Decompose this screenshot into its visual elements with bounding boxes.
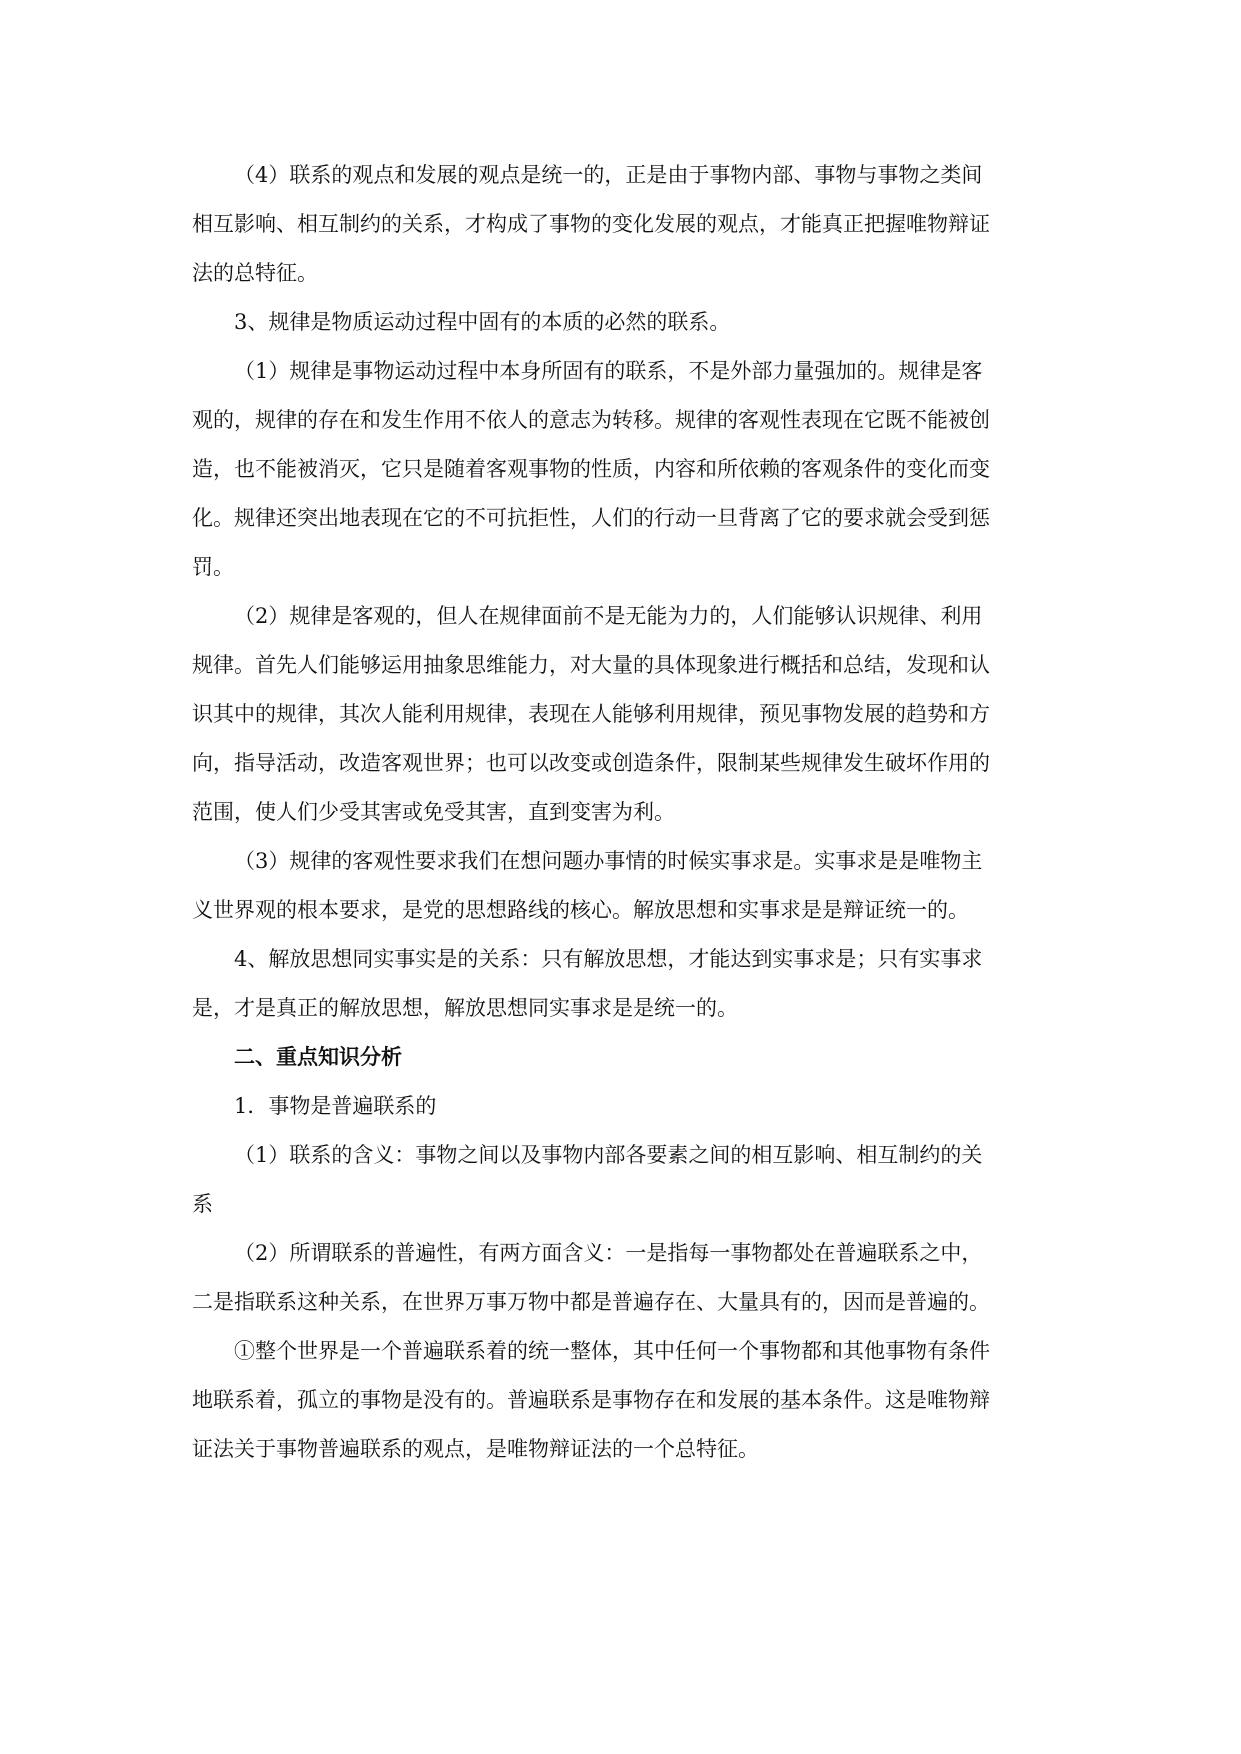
text-line: 系 <box>192 1192 213 1216</box>
document-body <box>192 151 1050 1474</box>
paragraph-10 <box>192 1327 1050 1474</box>
section-heading <box>192 1033 1050 1082</box>
text-line: （4）联系的观点和发展的观点是统一的，正是由于事物内部、事物与事物之类间 <box>234 163 983 187</box>
text-line: 法的总特征。 <box>192 261 318 285</box>
text-line: （1）联系的含义：事物之间以及事物内部各要素之间的相互影响、相互制约的关 <box>234 1143 983 1167</box>
text-line: 观的，规律的存在和发生作用不依人的意志为转移。规律的客观性表现在它既不能被创 <box>192 408 990 432</box>
text-line: 造，也不能被消灭，它只是随着客观事物的性质，内容和所依赖的客观条件的变化而变 <box>192 457 990 481</box>
text-line: 范围，使人们少受其害或免受其害，直到变害为利。 <box>192 800 675 824</box>
text-line: 罚。 <box>192 555 234 579</box>
text-line: ①整个世界是一个普遍联系着的统一整体，其中任何一个事物都和其他事物有条件 <box>234 1339 990 1363</box>
text-line: （3）规律的客观性要求我们在想问题办事情的时候实事求是。实事求是是唯物主 <box>234 849 983 873</box>
text-line: （2）规律是客观的，但人在规律面前不是无能为力的，人们能够认识规律、利用 <box>234 604 983 628</box>
paragraph-9 <box>192 1229 1050 1327</box>
text-line: 证法关于事物普遍联系的观点，是唯物辩证法的一个总特征。 <box>192 1437 759 1461</box>
text-line: 二是指联系这种关系，在世界万事万物中都是普遍存在、大量具有的，因而是普遍的。 <box>192 1290 990 1314</box>
paragraph-6 <box>192 935 1050 1033</box>
text-line: 向，指导活动，改造客观世界；也可以改变或创造条件，限制某些规律发生破坏作用的 <box>192 751 990 775</box>
text-line: 识其中的规律，其次人能利用规律，表现在人能够利用规律，预见事物发展的趋势和方 <box>192 702 990 726</box>
text-line: （1）规律是事物运动过程中本身所固有的联系，不是外部力量强加的。规律是客 <box>234 359 983 383</box>
text-line: （2）所谓联系的普遍性，有两方面含义：一是指每一事物都处在普遍联系之中， <box>234 1241 983 1265</box>
text-line: 义世界观的根本要求，是党的思想路线的核心。解放思想和实事求是是辩证统一的。 <box>192 898 969 922</box>
paragraph-5 <box>192 837 1050 935</box>
text-line: 规律。首先人们能够运用抽象思维能力，对大量的具体现象进行概括和总结，发现和认 <box>192 653 990 677</box>
paragraph-7 <box>192 1082 1050 1131</box>
paragraph-3 <box>192 347 1050 592</box>
text-line: 相互影响、相互制约的关系，才构成了事物的变化发展的观点，才能真正把握唯物辩证 <box>192 212 990 236</box>
paragraph-8 <box>192 1131 1050 1229</box>
text-line: 1．事物是普遍联系的 <box>234 1094 437 1118</box>
text-line: 4、解放思想同实事实是的关系：只有解放思想，才能达到实事求是；只有实事求 <box>234 947 983 971</box>
text-line: 地联系着，孤立的事物是没有的。普遍联系是事物存在和发展的基本条件。这是唯物辩 <box>192 1388 990 1412</box>
paragraph-4 <box>192 592 1050 837</box>
paragraph-1 <box>192 151 1050 298</box>
paragraph-2 <box>192 298 1050 347</box>
text-line: 3、规律是物质运动过程中固有的本质的必然的联系。 <box>234 310 731 334</box>
text-line: 化。规律还突出地表现在它的不可抗拒性，人们的行动一旦背离了它的要求就会受到惩 <box>192 506 990 530</box>
text-line: 是，才是真正的解放思想，解放思想同实事求是是统一的。 <box>192 996 738 1020</box>
section-title: 二、重点知识分析 <box>234 1045 402 1069</box>
